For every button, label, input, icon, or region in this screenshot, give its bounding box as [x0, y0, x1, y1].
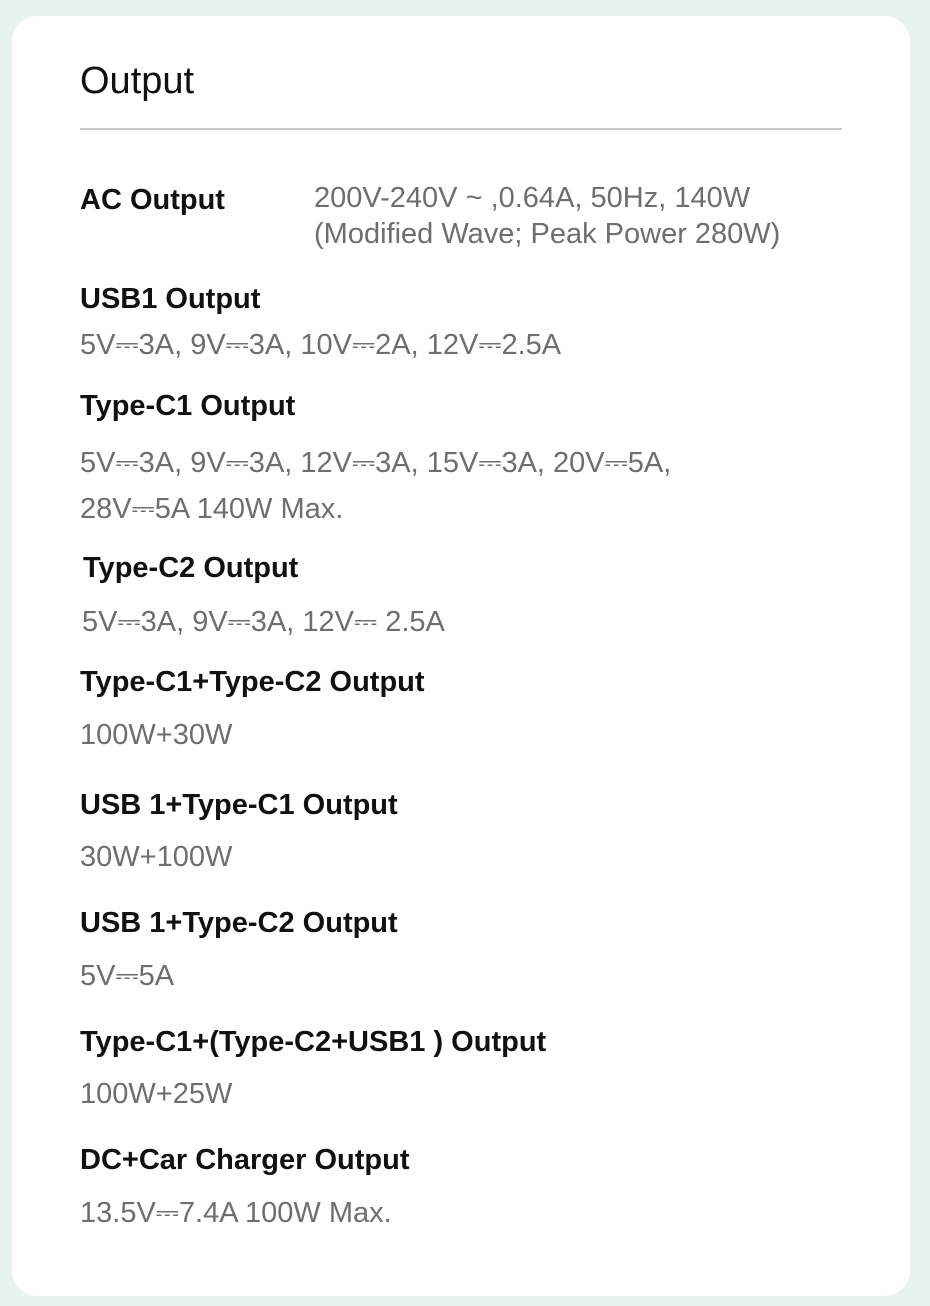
usb1-typec2-output-value: 5V⎓5A — [80, 960, 175, 992]
typec2-output-value: 5V⎓3A, 9V⎓3A, 12V⎓ 2.5A — [82, 606, 445, 638]
ac-output-label: AC Output — [80, 184, 225, 216]
typec1-typec2-usb1-output-label: Type-C1+(Type-C2+USB1 ) Output — [80, 1026, 547, 1058]
section-title: Output — [80, 60, 195, 102]
typec1-output-value: 5V⎓3A, 9V⎓3A, 12V⎓3A, 15V⎓3A, 20V⎓5A, 28V⎓5A 140W Max. — [80, 447, 672, 525]
typec1-typec2-output-label: Type-C1+Type-C2 Output — [80, 666, 425, 698]
typec2-output-label: Type-C2 Output — [83, 552, 299, 584]
ac-output-value: 200V-240V ~ ,0.64A, 50Hz, 140W (Modified Wave; Peak Power 280W) — [314, 182, 781, 250]
title-divider — [80, 128, 842, 130]
dc-car-charger-output-value: 13.5V⎓7.4A 100W Max. — [80, 1197, 392, 1229]
usb1-typec1-output-label: USB 1+Type-C1 Output — [80, 789, 398, 821]
typec1-output-label: Type-C1 Output — [80, 390, 296, 422]
usb1-output-value: 5V⎓3A, 9V⎓3A, 10V⎓2A, 12V⎓2.5A — [80, 329, 562, 361]
usb1-typec2-output-label: USB 1+Type-C2 Output — [80, 907, 398, 939]
usb1-output-label: USB1 Output — [80, 283, 261, 315]
dc-car-charger-output-label: DC+Car Charger Output — [80, 1144, 410, 1176]
usb1-typec1-output-value: 30W+100W — [80, 841, 233, 873]
typec1-typec2-output-value: 100W+30W — [80, 719, 233, 751]
typec1-typec2-usb1-output-value: 100W+25W — [80, 1078, 233, 1110]
